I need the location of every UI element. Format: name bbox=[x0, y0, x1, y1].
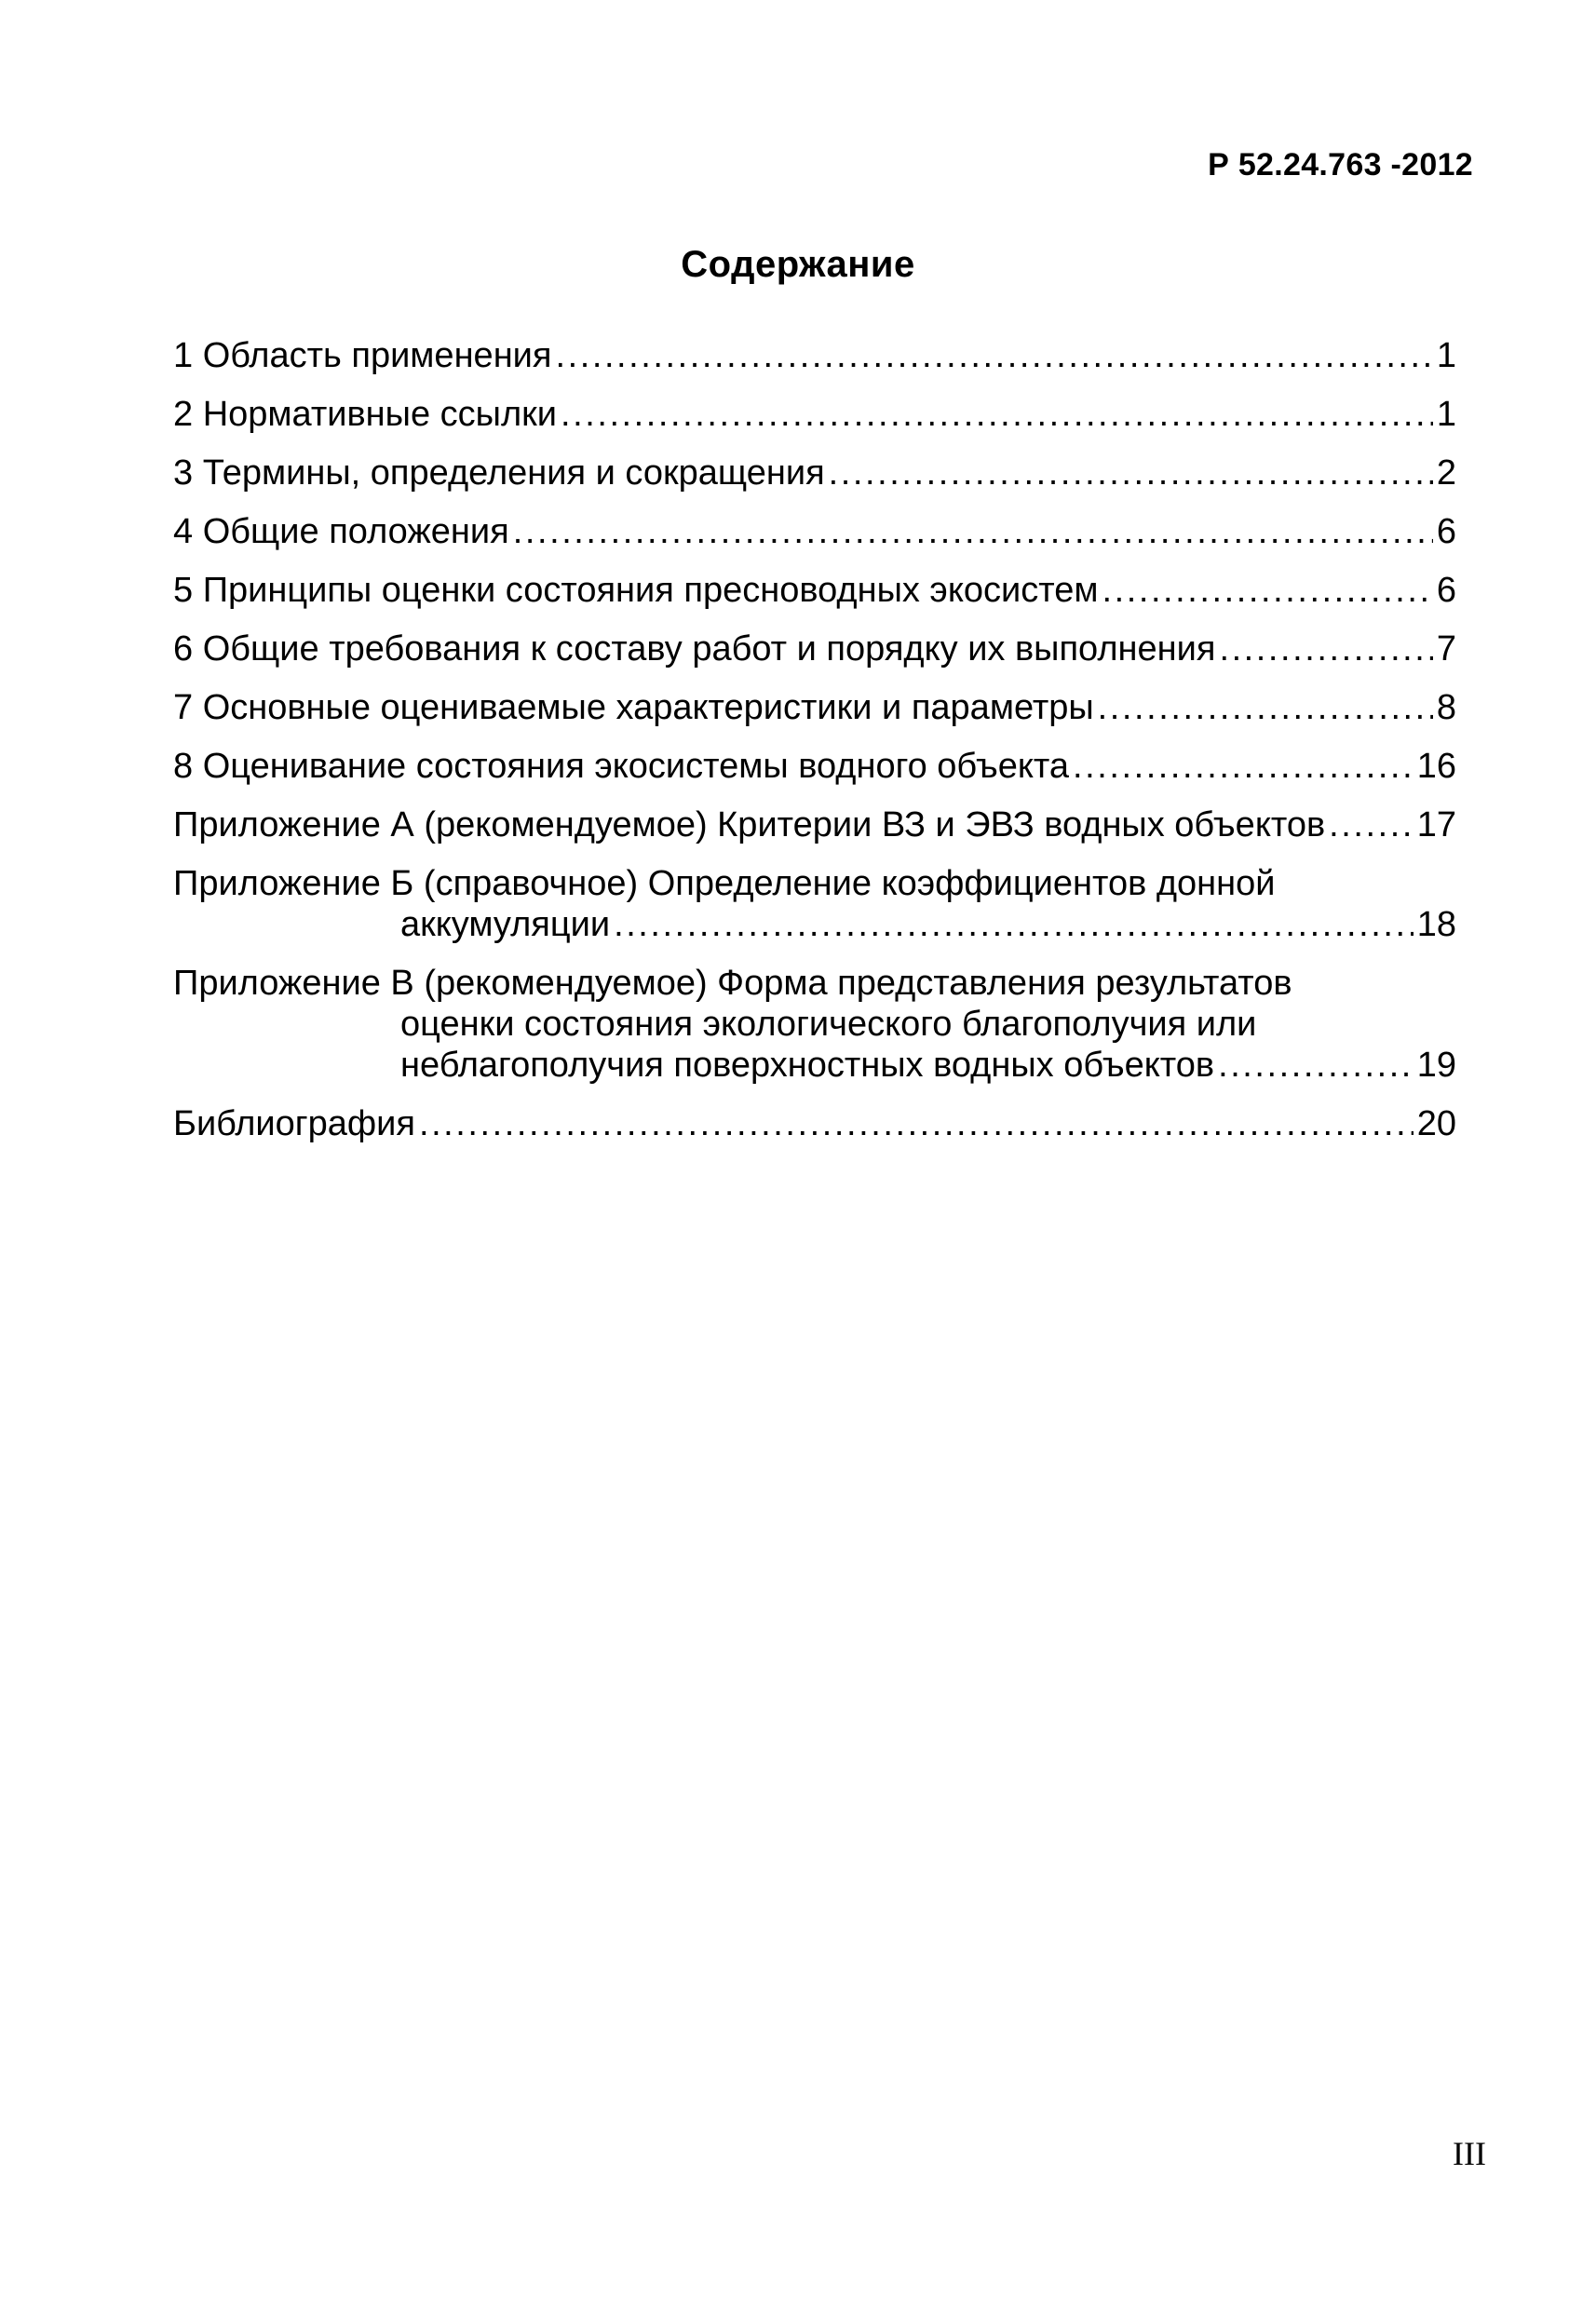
toc-entry-line bbox=[173, 746, 1456, 787]
toc-entry-line bbox=[173, 570, 1456, 611]
toc-entry-line bbox=[173, 963, 1456, 1004]
toc-entry-text: 8 Оценивание состояния экосистемы водного объекта bbox=[173, 747, 1069, 786]
toc-entry-text: 3 Термины, определения и сокращения bbox=[173, 453, 825, 493]
toc-entry-text: 6 Общие требования к составу работ и порядку их выполнения bbox=[173, 629, 1216, 669]
toc-entry-line bbox=[173, 335, 1456, 376]
toc-entry-page: 6 bbox=[1436, 512, 1456, 551]
toc-entry-text: Библиография bbox=[173, 1104, 415, 1143]
toc-entry-page: 18 bbox=[1416, 905, 1456, 944]
toc-entry-line bbox=[173, 628, 1456, 669]
toc-entry-page: 1 bbox=[1436, 336, 1456, 375]
toc-entry-page: 8 bbox=[1436, 688, 1456, 727]
toc-entry-page: 7 bbox=[1436, 629, 1456, 669]
toc-entry-page: 16 bbox=[1416, 747, 1456, 786]
toc-entry[interactable] bbox=[173, 335, 1456, 376]
toc-entry[interactable] bbox=[173, 1103, 1456, 1144]
toc-entry-line bbox=[173, 453, 1456, 493]
page-number: III bbox=[1453, 2135, 1486, 2172]
toc-entry-text: Приложение В (рекомендуемое) Форма представления результатов bbox=[173, 964, 1292, 1003]
toc-entry-line bbox=[173, 1045, 1456, 1086]
toc-leader-dots bbox=[513, 511, 1433, 552]
toc-entry-text: аккумуляции bbox=[400, 905, 611, 944]
toc-entry-line bbox=[173, 804, 1456, 845]
document-code: Р 52.24.763 -2012 bbox=[1208, 147, 1473, 182]
toc-title: Содержание bbox=[681, 244, 915, 285]
toc-entry-line bbox=[173, 687, 1456, 728]
toc-leader-dots bbox=[1102, 570, 1432, 611]
toc-leader-dots bbox=[1219, 628, 1432, 669]
toc-entry-text: 1 Область применения bbox=[173, 336, 552, 375]
toc-leader-dots bbox=[1218, 1045, 1413, 1086]
toc-entry-line bbox=[173, 863, 1456, 904]
toc-entry-line bbox=[173, 511, 1456, 552]
toc-entry[interactable] bbox=[173, 628, 1456, 669]
table-of-contents bbox=[173, 335, 1456, 1162]
toc-entry-page: 1 bbox=[1436, 395, 1456, 434]
toc-entry-text: 4 Общие положения bbox=[173, 512, 509, 551]
toc-entry[interactable] bbox=[173, 863, 1456, 945]
toc-leader-dots bbox=[1329, 804, 1413, 845]
toc-entry-page: 19 bbox=[1416, 1046, 1456, 1085]
toc-leader-dots bbox=[1098, 687, 1433, 728]
toc-leader-dots bbox=[419, 1103, 1413, 1144]
toc-entry-line bbox=[173, 1103, 1456, 1144]
toc-entry-text: 7 Основные оцениваемые характеристики и параметры bbox=[173, 688, 1094, 727]
toc-entry[interactable] bbox=[173, 746, 1456, 787]
toc-entry[interactable] bbox=[173, 394, 1456, 435]
toc-entry[interactable] bbox=[173, 453, 1456, 493]
toc-leader-dots bbox=[555, 335, 1432, 376]
toc-entry-text: Приложение Б (справочное) Определение коэффициентов донной bbox=[173, 864, 1276, 903]
toc-entry-line bbox=[173, 904, 1456, 945]
toc-entry-page: 6 bbox=[1436, 571, 1456, 610]
toc-leader-dots bbox=[561, 394, 1433, 435]
toc-entry[interactable] bbox=[173, 963, 1456, 1086]
toc-entry-page: 17 bbox=[1416, 805, 1456, 844]
toc-entry-text: неблагополучия поверхностных водных объектов bbox=[400, 1046, 1215, 1085]
toc-entry-text: оценки состояния экологического благополучия или bbox=[400, 1005, 1257, 1044]
toc-leader-dots bbox=[829, 453, 1433, 493]
toc-entry-line bbox=[173, 1004, 1456, 1045]
toc-entry[interactable] bbox=[173, 687, 1456, 728]
toc-entry[interactable] bbox=[173, 570, 1456, 611]
toc-entry[interactable] bbox=[173, 511, 1456, 552]
toc-leader-dots bbox=[1073, 746, 1413, 787]
toc-entry[interactable] bbox=[173, 804, 1456, 845]
toc-leader-dots bbox=[614, 904, 1413, 945]
toc-entry-text: Приложение А (рекомендуемое) Критерии ВЗ и ЭВЗ водных объектов bbox=[173, 805, 1326, 844]
toc-entry-line bbox=[173, 394, 1456, 435]
toc-entry-page: 2 bbox=[1436, 453, 1456, 493]
toc-entry-text: 2 Нормативные ссылки bbox=[173, 395, 557, 434]
toc-entry-text: 5 Принципы оценки состояния пресноводных экосистем bbox=[173, 571, 1099, 610]
toc-entry-page: 20 bbox=[1416, 1104, 1456, 1143]
